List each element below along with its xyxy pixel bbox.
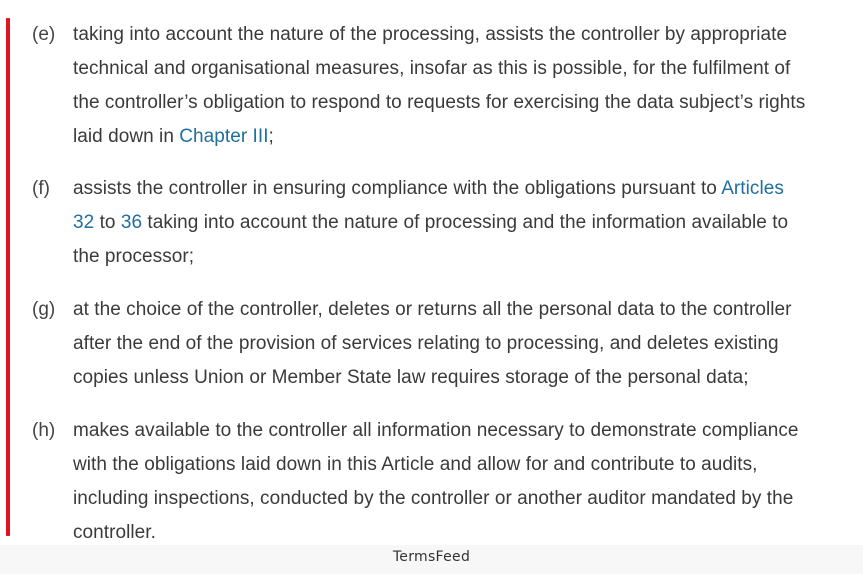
text-line: taking into account the nature of the processing, assists the controller by appropriate — [73, 24, 788, 45]
article-36-link[interactable]: 36 — [120, 212, 143, 233]
item-marker: (g) — [32, 299, 56, 320]
text-line: controller. — [73, 522, 156, 543]
quote-accent-bar — [6, 18, 10, 536]
item-marker: (h) — [32, 420, 56, 441]
item-text — [73, 18, 843, 154]
text-line: the processor; — [73, 246, 195, 267]
text-fragment: assists the controller in ensuring compliance with the obligations pursuant to — [73, 178, 722, 199]
article-32-link[interactable]: 32 — [73, 212, 95, 233]
chapter-iii-link[interactable]: Chapter III — [179, 126, 269, 147]
text-line: including inspections, conducted by the controller or another auditor mandated by the — [73, 488, 794, 509]
text-line: at the choice of the controller, deletes or returns all the personal data to the controller — [73, 299, 792, 320]
text-line: technical and organisational measures, insofar as this is possible, for the fulfilment of — [73, 58, 791, 79]
item-text — [73, 293, 843, 395]
brand-watermark: TermsFeed — [392, 549, 471, 565]
text-fragment: taking into account the nature of processing and the information available to — [142, 212, 789, 233]
text-line — [73, 120, 843, 154]
item-text — [73, 414, 843, 550]
text-line: with the obligations laid down in this Article and allow for and contribute to audits, — [73, 454, 758, 475]
text-fragment: to — [94, 212, 121, 233]
text-fragment: laid down in — [73, 126, 180, 147]
text-line: makes available to the controller all information necessary to demonstrate compliance — [73, 420, 799, 441]
text-line: the controller’s obligation to respond to requests for exercising the data subject’s rights — [73, 92, 806, 113]
text-fragment: ; — [268, 126, 274, 147]
footer-bar — [0, 545, 863, 574]
text-line: after the end of the provision of services relating to processing, and deletes existing — [73, 333, 779, 354]
text-line: copies unless Union or Member State law requires storage of the personal data; — [73, 367, 749, 388]
item-text — [73, 172, 843, 274]
articles-link[interactable]: Articles — [721, 178, 784, 199]
item-marker: (e) — [32, 24, 56, 45]
item-marker: (f) — [32, 178, 50, 199]
text-line — [73, 172, 843, 206]
text-line — [73, 206, 843, 240]
